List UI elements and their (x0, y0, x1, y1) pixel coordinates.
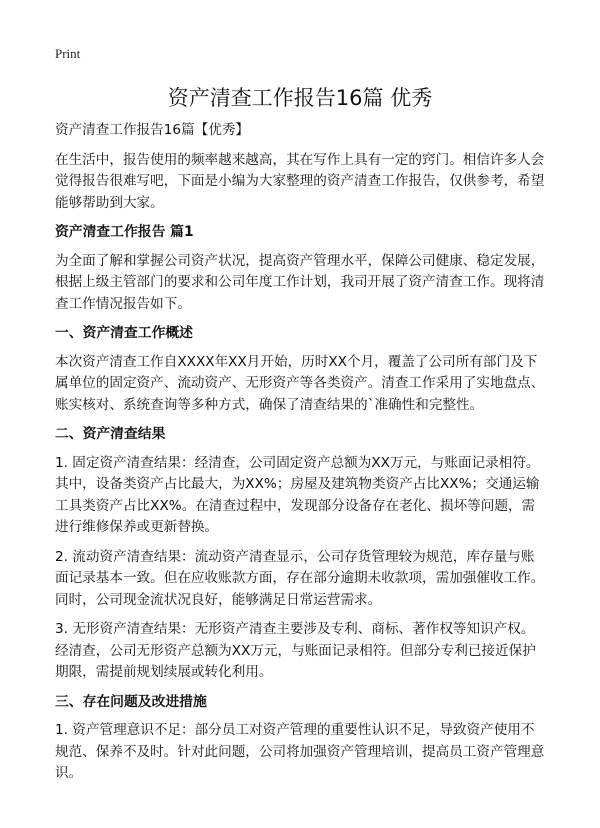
heading-issues: 三、存在问题及改进措施 (55, 693, 207, 710)
document-subtitle: 资产清查工作报告16篇【优秀】 (55, 122, 250, 138)
heading-results: 二、资产清查结果 (55, 426, 166, 442)
overview-paragraph: 本次资产清查工作自XXXX年XX月开始，历时XX个月，覆盖了公司所有部门及下属单位的固定资产、流动资产、无形资产等各类资产。清查工作采用了实地盘点、账实核对、系统查询等多种方式，确保了清查结果的`准确性和完整性。 (55, 353, 545, 413)
result-intangible-assets: 3. 无形资产清查结果：无形资产清查主要涉及专利、商标、著作权等知识产权。经清查，公司无形资产总额为XX万元，与账面记录相符。但部分专利已接近保护期限，需提前规划续展或转化利用。 (55, 621, 536, 680)
intro-paragraph: 在生活中，报告使用的频率越来越高，其在写作上具有一定的窍门。相信许多人会觉得报告很难写吧，下面是小编为大家整理的资产清查工作报告，仅供参考，希望能够帮助到大家。 (55, 151, 545, 211)
opening-paragraph: 为全面了解和掌握公司资产状况，提高资产管理水平，保障公司健康、稳定发展，根据上级主管部门的要求和公司年度工作计划，我司开展了资产清查工作。现将清查工作情况报告如下。 (55, 252, 545, 312)
section-heading: 资产清查工作报告 篇1 (55, 224, 194, 240)
print-link[interactable]: Print (55, 46, 81, 61)
document-title: 资产清查工作报告16篇 优秀 (167, 86, 433, 110)
heading-overview: 一、资产清查工作概述 (55, 325, 193, 341)
result-fixed-assets: 1. 固定资产清查结果：经清查，公司固定资产总额为XX万元，与账面记录相符。其中，设备类资产占比最大，为XX%；房屋及建筑物类资产占比XX%；交通运输工具类资产占比XX%。在清查过程中，发现部分设备存在老化、损坏等问题，需进行维修保养或更新替换。 (55, 454, 540, 535)
document-body (55, 120, 547, 793)
issue-item-1: 1. 资产管理意识不足：部分员工对资产管理的重要性认识不足，导致资产使用不规范、保养不及时。针对此问题，公司将加强资产管理培训，提高员工资产管理意识。 (55, 722, 545, 781)
result-current-assets: 2. 流动资产清查结果：流动资产清查显示，公司存货管理较为规范，库存量与账面记录基本一致。但在应收账款方面，存在部分逾期未收款项，需加强催收工作。同时，公司现金流状况良好，能够满足日常运营需求。 (55, 548, 545, 608)
